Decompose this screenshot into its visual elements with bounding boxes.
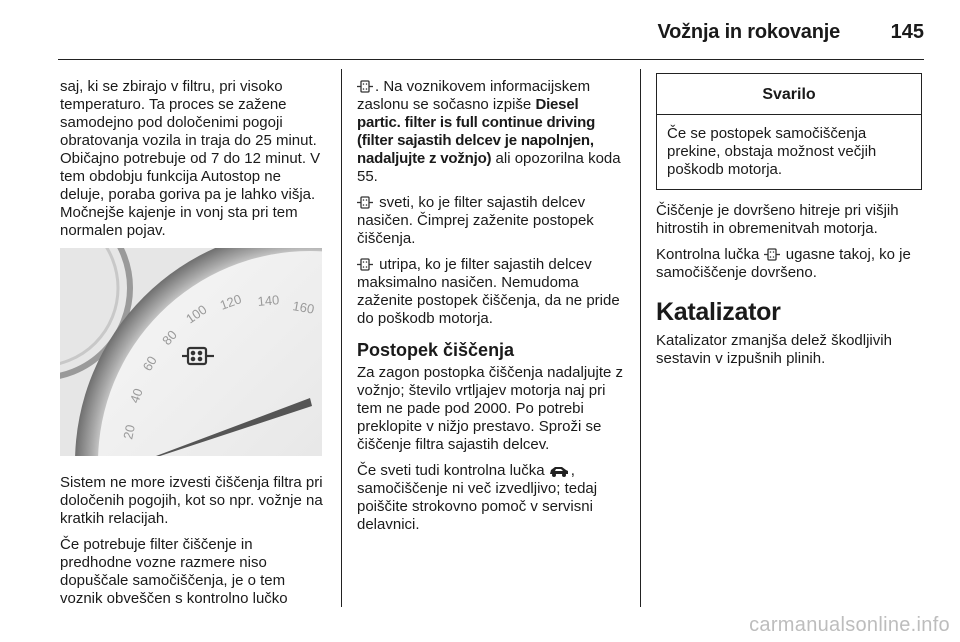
gauge-tick-label: 20 [120,423,138,441]
section-heading: Postopek čiščenja [357,340,515,360]
text-span: , samočiščenje ni več izvedljivo; tedaj poiščite strokovno pomoč v servisni delavnici. [357,462,598,533]
gauge-tick-label: 160 [291,298,316,317]
paragraph: Za zagon postopka čiščenja nadaljujte z vožnjo; število vrtljajev motorja naj pri tem ne pade pod 2000. Po potrebi preklopite v nižjo prestavo. Sproži se čiščenje filtra sajastih delcev. [357,364,624,453]
gauge-tick-label: 120 [217,291,244,313]
paragraph [357,256,625,328]
text-span: . Na voznikovem informacijskem zaslonu se sočasno izpiše [357,78,591,113]
column-2 [357,78,625,534]
diesel-particle-filter-icon [357,80,373,93]
paragraph: Katalizator zmanjša delež škodljivih sestavin v izpušnih plinih. [656,332,892,367]
text-span: ali opozorilna koda 55. [357,150,621,185]
paragraph [357,194,625,248]
text-span: utripa, ko je filter sajastih delcev maksimalno nasičen. Nemudoma zaženite postopek čiščenja, da ne pride do poškodb motorja. [357,256,620,327]
text-span: Kontrolna lučka [656,246,760,263]
dashboard-gauge-image [60,248,322,456]
paragraph: Čiščenje je dovršeno hitreje pri višjih hitrostih in obremenitvah motorja. [656,202,899,237]
gauge-tick-label: 140 [256,292,280,309]
text-span: ugasne takoj, ko je samočiščenje dovršeno. [656,246,911,281]
paragraph [357,462,625,534]
paragraph: Če potrebuje filter čiščenje in predhodne vozne razmere niso dopuščale samočiščenja, je o tem voznik obveščen s kontrolno lučko [60,536,288,607]
paragraph [656,246,922,282]
gauge-tick-label: 80 [159,327,180,349]
section-heading: Katalizator [656,298,781,326]
gauge-tick-label: 100 [183,301,210,327]
page-number: 145 [890,21,924,43]
warning-box [656,73,922,190]
diesel-particle-filter-icon [764,248,780,261]
watermark: carmanualsonline.info [749,614,950,636]
header-rule [58,59,924,60]
column-3 [656,73,922,368]
page-header-title: Vožnja in rokovanje [657,21,840,43]
column-divider-2 [640,69,641,607]
warning-text: Če se postopek samočiščenja prekine, obstaja možnost večjih poškodb motorja. [667,125,877,178]
text-span: sveti, ko je filter sajastih delcev nasičen. Čimprej zaženite postopek čiščenja. [357,194,594,247]
diesel-particle-filter-icon [357,196,373,209]
column-divider-1 [341,69,342,607]
text-span: Če sveti tudi kontrolna lučka [357,462,545,479]
paragraph: Sistem ne more izvesti čiščenja filtra pri določenih pogojih, kot so npr. vožnje na kratkih relacijah. [60,474,323,527]
gauge-tick-label: 40 [126,386,146,406]
paragraph [357,78,625,186]
column-1 [60,78,326,608]
display-message-text: Diesel partic. filter is full continue driving (filter sajastih delcev je napolnjen, nadaljujte z vožnjo) [357,96,596,167]
paragraph: saj, ki se zbirajo v filtru, pri visoko temperaturo. Ta proces se zažene samodejno pod določenimi pogoji obratovanja vozila in traja do 25 minut. Običajno potrebuje od 7 do 12 minut. V tem obdobju funkcija Autostop ne deluje, poraba goriva pa je lahko višja. Močnejše kajenje in vonj sta pri tem normalen pojav. [60,78,321,239]
warning-title: Svarilo [657,74,921,115]
diesel-particle-filter-icon [357,258,373,271]
car-service-icon [549,465,569,477]
gauge-tick-label: 60 [139,353,160,374]
